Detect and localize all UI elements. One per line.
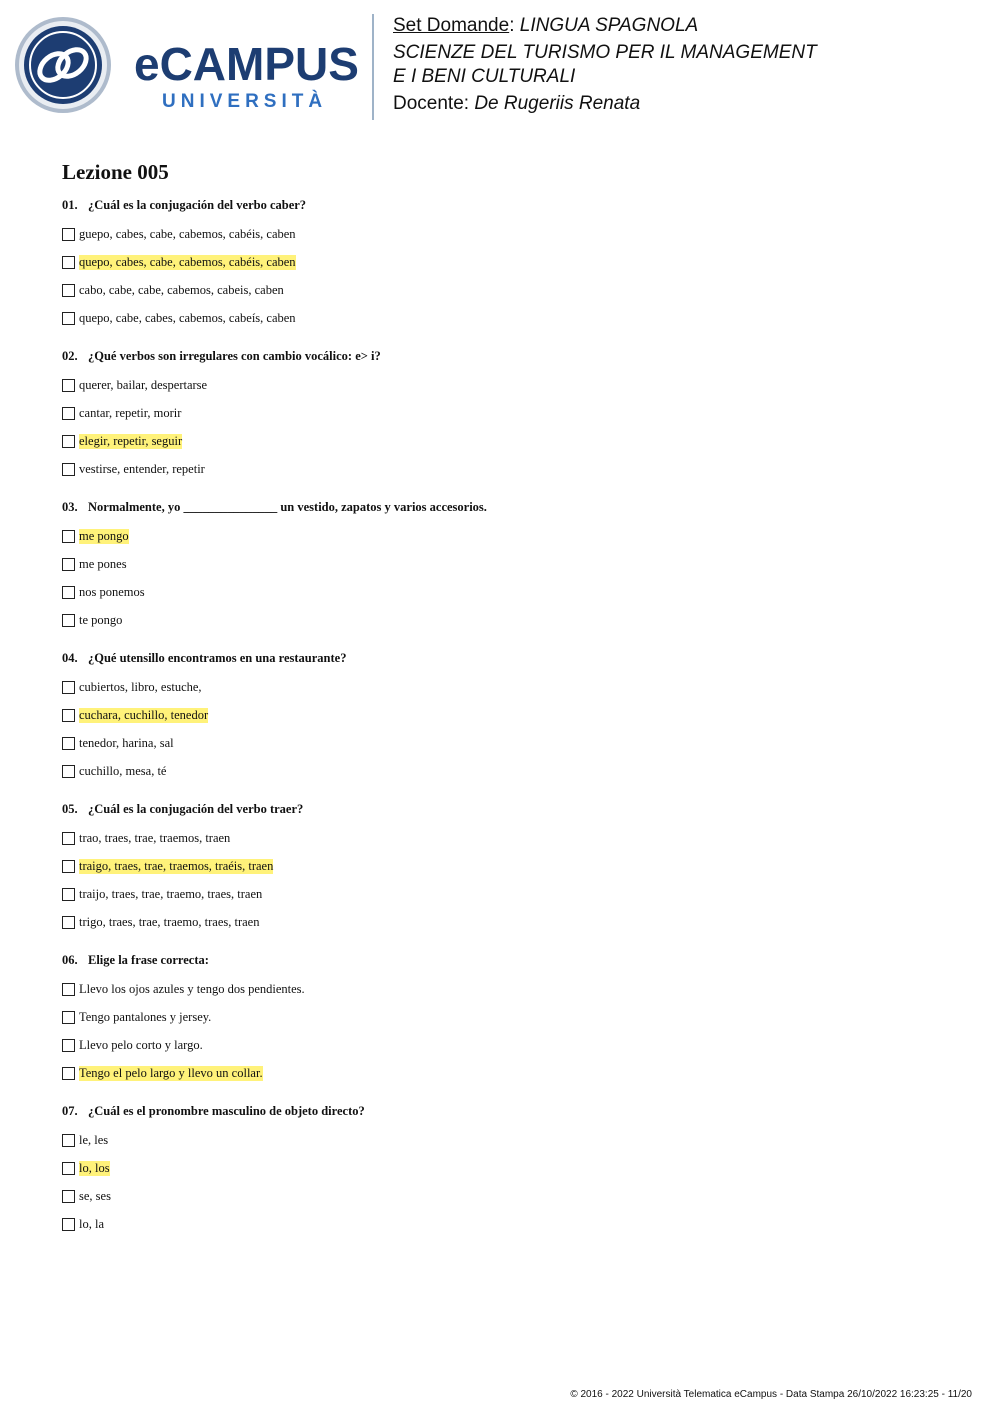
answer-text-highlighted: me pongo [79,528,129,543]
answer-option[interactable] [62,975,962,1003]
answer-text: Llevo los ojos azules y tengo dos pendientes. [79,981,305,996]
course-line-1: SCIENZE DEL TURISMO PER IL MANAGEMENT [393,42,817,63]
answer-text-highlighted: traigo, traes, trae, traemos, traéis, traen [79,858,274,873]
answer-option[interactable] [62,852,962,880]
question-list [62,196,962,1253]
answer-text: traijo, traes, trae, traemo, traes, traen [79,886,263,901]
answer-checkbox[interactable] [62,284,75,297]
set-label: Set Domande [393,15,510,36]
answer-option[interactable] [62,371,962,399]
answer-checkbox[interactable] [62,379,75,392]
answer-checkbox[interactable] [62,312,75,325]
answer-text: Llevo pelo corto y largo. [79,1037,203,1052]
header-info [393,14,817,116]
answer-checkbox[interactable] [62,765,75,778]
question-prompt: Normalmente, yo _______________ un vestido, zapatos y varios accesorios. [88,500,487,514]
set-line: Set Domande: LINGUA SPAGNOLA [393,15,699,36]
answer-option[interactable] [62,908,962,936]
answer-checkbox[interactable] [62,256,75,269]
answer-option[interactable] [62,1210,962,1238]
question-prompt: ¿Cuál es la conjugación del verbo caber? [88,198,307,212]
answer-checkbox[interactable] [62,586,75,599]
answer-text: cabo, cabe, cabe, cabemos, cabeis, caben [79,282,284,297]
answer-text: te pongo [79,612,123,627]
question-text [62,1102,962,1120]
answer-checkbox[interactable] [62,1067,75,1080]
answer-text: cantar, repetir, morir [79,405,182,420]
answer-option[interactable] [62,220,962,248]
docente-label: Docente: [393,93,470,114]
answer-checkbox[interactable] [62,435,75,448]
question-number: 02. [62,349,78,363]
question [62,800,962,936]
ecampus-logo [14,16,359,116]
answer-option[interactable] [62,1154,962,1182]
answer-option[interactable] [62,757,962,785]
answer-text: cubiertos, libro, estuche, [79,679,202,694]
question-number: 01. [62,198,78,212]
question-prompt: ¿Cuál es el pronombre masculino de objeto directo? [88,1104,365,1118]
ecampus-logo-graphic [14,16,359,116]
answer-text-highlighted: Tengo el pelo largo y llevo un collar. [79,1065,263,1080]
answer-checkbox[interactable] [62,558,75,571]
answer-checkbox[interactable] [62,737,75,750]
question-prompt: ¿Cuál es la conjugación del verbo traer? [88,802,304,816]
answer-option[interactable] [62,729,962,757]
answer-option[interactable] [62,1003,962,1031]
answer-checkbox[interactable] [62,407,75,420]
answer-text: le, les [79,1132,109,1147]
answer-text: lo, la [79,1216,104,1231]
question-text [62,951,962,969]
answer-option[interactable] [62,1031,962,1059]
answer-checkbox[interactable] [62,681,75,694]
answer-checkbox[interactable] [62,916,75,929]
question-text [62,649,962,667]
question [62,196,962,332]
answer-text: se, ses [79,1188,111,1203]
logo-sub-text: UNIVERSITÀ [162,91,328,112]
set-value: LINGUA SPAGNOLA [519,15,699,36]
question-text [62,800,962,818]
docente-value: De Rugeriis Renata [474,93,641,114]
answer-option[interactable] [62,455,962,483]
question [62,498,962,634]
answer-text-highlighted: elegir, repetir, seguir [79,433,183,448]
answer-option[interactable] [62,1126,962,1154]
question-number: 07. [62,1104,78,1118]
question-number: 06. [62,953,78,967]
answer-text: tenedor, harina, sal [79,735,174,750]
answer-checkbox[interactable] [62,860,75,873]
answer-checkbox[interactable] [62,1190,75,1203]
answer-checkbox[interactable] [62,1134,75,1147]
answer-text: me pones [79,556,127,571]
answer-checkbox[interactable] [62,1218,75,1231]
answer-option[interactable] [62,1182,962,1210]
answer-checkbox[interactable] [62,1039,75,1052]
answer-text: vestirse, entender, repetir [79,461,205,476]
question-text [62,347,962,365]
answer-option[interactable] [62,578,962,606]
answer-checkbox[interactable] [62,832,75,845]
question-text [62,498,962,516]
question-text [62,196,962,214]
answer-text: guepo, cabes, cabe, cabemos, cabéis, caben [79,226,296,241]
answer-text: trao, traes, trae, traemos, traen [79,830,231,845]
answer-option[interactable] [62,880,962,908]
question-number: 04. [62,651,78,665]
question-number: 03. [62,500,78,514]
answer-text: Tengo pantalones y jersey. [79,1009,212,1024]
answer-checkbox[interactable] [62,709,75,722]
lesson-title: Lezione 005 [62,160,169,184]
question-prompt: ¿Qué verbos son irregulares con cambio vocálico: e> i? [88,349,381,363]
question-number: 05. [62,802,78,816]
answer-option[interactable] [62,673,962,701]
answer-checkbox[interactable] [62,530,75,543]
answer-text: querer, bailar, despertarse [79,377,208,392]
answer-option[interactable] [62,701,962,729]
logo-brand-text: eCAMPUS [134,38,359,90]
answer-text-highlighted: cuchara, cuchillo, tenedor [79,707,209,722]
answer-text-highlighted: lo, los [79,1160,110,1175]
answer-option[interactable] [62,1059,962,1087]
question [62,1102,962,1238]
question-prompt: Elige la frase correcta: [88,953,209,967]
answer-option[interactable] [62,427,962,455]
question [62,347,962,483]
answer-checkbox[interactable] [62,983,75,996]
answer-checkbox[interactable] [62,614,75,627]
answer-checkbox[interactable] [62,1162,75,1175]
answer-checkbox[interactable] [62,888,75,901]
question [62,649,962,785]
answer-option[interactable] [62,606,962,634]
answer-text: trigo, traes, trae, traemo, traes, traen [79,914,260,929]
answer-checkbox[interactable] [62,228,75,241]
footer: © 2016 - 2022 Università Telematica eCampus - Data Stampa 26/10/2022 16:23:25 - 11/20 [570,1389,972,1400]
question-prompt: ¿Qué utensillo encontramos en una restaurante? [88,651,347,665]
answer-option[interactable] [62,522,962,550]
answer-option[interactable] [62,304,962,332]
answer-checkbox[interactable] [62,463,75,476]
question [62,951,962,1087]
answer-text-highlighted: quepo, cabes, cabe, cabemos, cabéis, caben [79,254,296,269]
answer-option[interactable] [62,824,962,852]
answer-text: quepo, cabe, cabes, cabemos, cabeís, caben [79,310,296,325]
header-divider [372,14,374,120]
docente-line [393,92,817,116]
answer-option[interactable] [62,248,962,276]
course-line-2: E I BENI CULTURALI [393,66,576,87]
answer-option[interactable] [62,550,962,578]
answer-text: nos ponemos [79,584,145,599]
answer-checkbox[interactable] [62,1011,75,1024]
answer-option[interactable] [62,399,962,427]
answer-option[interactable] [62,276,962,304]
answer-text: cuchillo, mesa, té [79,763,167,778]
